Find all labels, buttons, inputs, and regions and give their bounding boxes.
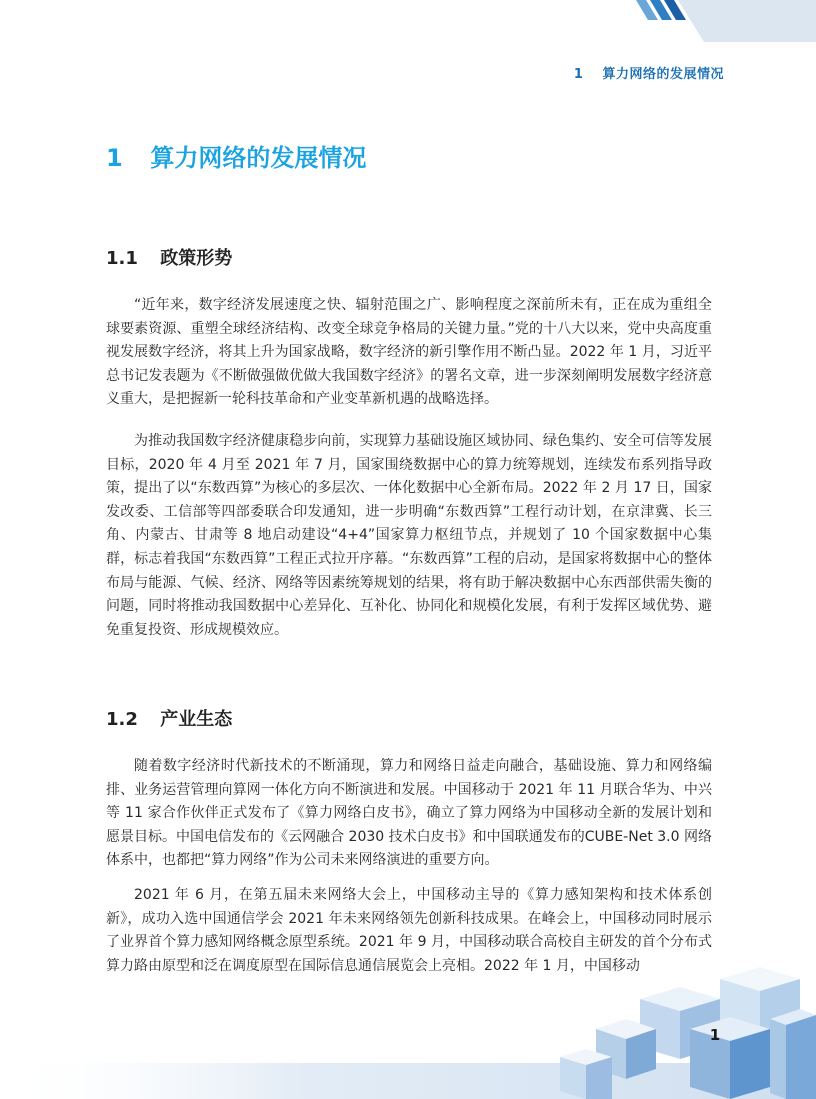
chapter-title — [106, 138, 366, 173]
footer-decoration — [0, 959, 816, 1099]
section-number: 1.2 — [106, 709, 138, 730]
header-decoration — [616, 0, 816, 42]
page-number: 1 — [709, 1026, 721, 1044]
running-header — [574, 63, 724, 82]
section-heading — [106, 705, 232, 731]
section-title-text: 产业生态 — [160, 709, 233, 730]
body-paragraph: 2021 年 6 月，在第五届未来网络大会上，中国移动主导的《算力感知架构和技术体系创新》，成功入选中国通信学会 2021 年未来网络领先创新科技成果。在峰会上，中国移动同时展示了业界首个算力感知网络概念原型系统。2021 年 9 月，中国移动联合高校自主研发的首个分布式算力路由原型和泛在调度原型在国际信息通信展览会上亮相。2022 年 1 月，中国移动 — [106, 887, 712, 974]
running-header-title: 算力网络的发展情况 — [602, 67, 724, 82]
chapter-title-text: 算力网络的发展情况 — [150, 144, 367, 172]
section-heading — [106, 244, 232, 270]
body-paragraph: 为推动我国数字经济健康稳步向前，实现算力基础设施区域协同、绿色集约、安全可信等发展目标，2020 年 4 月至 2021 年 7 月，国家围绕数据中心的算力统筹规划，连续发布系列指导政策，提出了以“东数西算”为核心的多层次、一体化数据中心全新布局。2022 年 2 月 17 日，国家发改委、工信部等四部委联合印发通知，进一步明确“东数西算”工程行动计划，在京津冀、长三角、内蒙古、甘肃等 8 地启动建设“4+4”国家算力枢纽节点，并规划了 10 个国家数据中心集群，标志着我国“东数西算”工程正式拉开序幕。“东数西算”工程的启动，是国家将数据中心的整体布局与能源、气候、经济、网络等因素统筹规划的结果，将有助于解决数据中心东西部供需失衡的问题，同时将推动我国数据中心差异化、互补化、协同化和规模化发展，有利于发挥区域优势、避免重复投资、形成规模效应。 — [106, 433, 712, 638]
section-title-text: 政策形势 — [160, 248, 233, 269]
body-paragraph: “近年来，数字经济发展速度之快、辐射范围之广、影响程度之深前所未有，正在成为重组全球要素资源、重塑全球经济结构、改变全球竞争格局的关键力量。”党的十八大以来，党中央高度重视发展数字经济，将其上升为国家战略，数字经济的新引擎作用不断凸显。2022 年 1 月，习近平总书记发表题为《不断做强做优做大我国数字经济》的署名文章，进一步深刻阐明发展数字经济意义重大，是把握新一轮科技革命和产业变革新机遇的战略选择。 — [106, 297, 712, 408]
header-bar-shape — [678, 0, 816, 42]
section-number: 1.1 — [106, 248, 138, 269]
body-paragraph: 随着数字经济时代新技术的不断涌现，算力和网络日益走向融合，基础设施、算力和网络编排、业务运营管理向算网一体化方向不断演进和发展。中国移动于 2021 年 11 月联合华为、中兴等 11 家合作伙伴正式发布了《算力网络白皮书》，确立了算力网络为中国移动全新的发展计划和愿景目标。中国电信发布的《云网融合 2030 技术白皮书》和中国联通发布的CUBE-Net 3.0 网络体系中，也都把“算力网络”作为公司未来网络演进的重要方向。 — [106, 758, 712, 869]
chapter-number: 1 — [106, 144, 123, 172]
running-header-number: 1 — [573, 67, 584, 82]
